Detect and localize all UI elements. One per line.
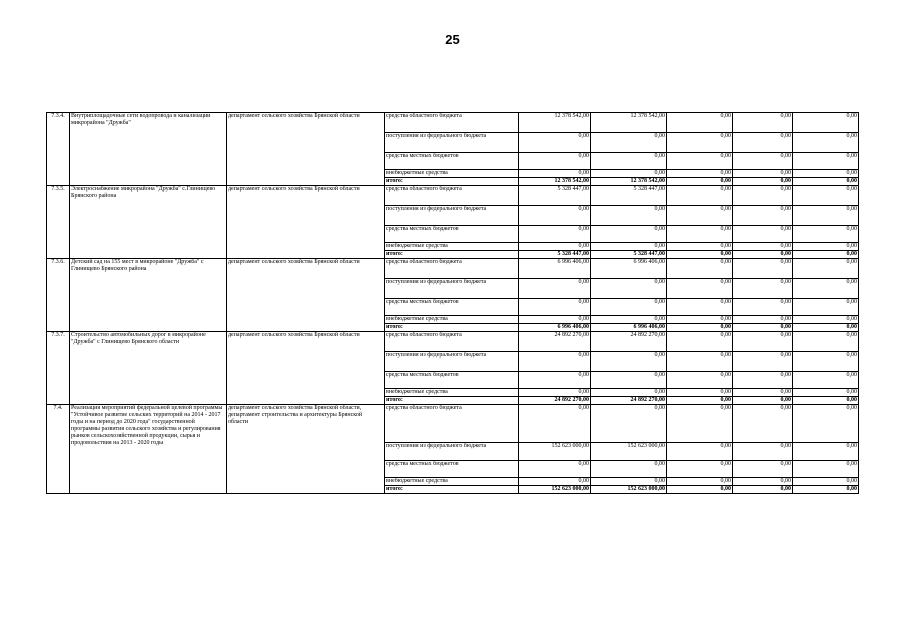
- amount-cell: 0,00: [667, 332, 733, 352]
- funding-source: средства областного бюджета: [385, 113, 519, 133]
- amount-cell: 0,00: [793, 332, 859, 352]
- amount-cell: 6 996 406,00: [519, 259, 591, 279]
- funding-source: итого:: [385, 486, 519, 494]
- amount-cell: 0,00: [667, 206, 733, 226]
- amount-cell: 0,00: [591, 279, 667, 299]
- amount-cell: 0,00: [667, 186, 733, 206]
- amount-cell: 0,00: [667, 170, 733, 178]
- funding-source: средства областного бюджета: [385, 186, 519, 206]
- amount-cell: 0,00: [591, 389, 667, 397]
- amount-cell: 0,00: [793, 316, 859, 324]
- table-row: [47, 113, 859, 133]
- amount-cell: 5 328 447,00: [591, 186, 667, 206]
- amount-cell: 0,00: [591, 316, 667, 324]
- amount-cell: 0,00: [667, 178, 733, 186]
- amount-cell: 152 623 000,00: [591, 443, 667, 461]
- amount-cell: 0,00: [667, 279, 733, 299]
- table-row: [47, 332, 859, 352]
- amount-cell: 0,00: [733, 243, 793, 251]
- amount-cell: 0,00: [591, 478, 667, 486]
- funding-source: итого:: [385, 397, 519, 405]
- amount-cell: 0,00: [793, 443, 859, 461]
- funding-source: средства местных бюджетов: [385, 372, 519, 389]
- amount-cell: 0,00: [667, 299, 733, 316]
- amount-cell: 0,00: [667, 133, 733, 153]
- amount-cell: 152 623 000,00: [519, 486, 591, 494]
- amount-cell: 0,00: [519, 389, 591, 397]
- amount-cell: 12 378 542,00: [519, 178, 591, 186]
- item-name: Детский сад на 155 мест в микрорайоне "Дружба" с Глинищево Брянского района: [70, 259, 227, 332]
- item-executor: департамент сельского хозяйства Брянской области, департамент строительства и архитектуры Брянской области: [227, 405, 385, 494]
- amount-cell: 0,00: [733, 279, 793, 299]
- amount-cell: 0,00: [733, 186, 793, 206]
- funding-source: средства местных бюджетов: [385, 461, 519, 478]
- amount-cell: 0,00: [793, 372, 859, 389]
- amount-cell: 0,00: [733, 299, 793, 316]
- item-executor: департамент сельского хозяйства Брянской области: [227, 113, 385, 186]
- amount-cell: 0,00: [591, 226, 667, 243]
- amount-cell: 12 378 542,00: [591, 113, 667, 133]
- amount-cell: 0,00: [591, 372, 667, 389]
- amount-cell: 0,00: [793, 170, 859, 178]
- funding-source: итого:: [385, 251, 519, 259]
- amount-cell: 0,00: [667, 226, 733, 243]
- amount-cell: 0,00: [733, 153, 793, 170]
- funding-source: внебюджетные средства: [385, 243, 519, 251]
- amount-cell: 24 892 270,00: [519, 332, 591, 352]
- funding-source: внебюджетные средства: [385, 389, 519, 397]
- amount-cell: 0,00: [793, 113, 859, 133]
- amount-cell: 5 328 447,00: [519, 251, 591, 259]
- amount-cell: 0,00: [667, 259, 733, 279]
- amount-cell: 0,00: [519, 153, 591, 170]
- amount-cell: 0,00: [793, 133, 859, 153]
- funding-source: средства областного бюджета: [385, 259, 519, 279]
- amount-cell: 0,00: [519, 279, 591, 299]
- amount-cell: 0,00: [733, 478, 793, 486]
- amount-cell: 24 892 270,00: [519, 397, 591, 405]
- amount-cell: 0,00: [519, 170, 591, 178]
- table-row: [47, 259, 859, 279]
- budget-table: [46, 112, 859, 494]
- item-name: Строительство автомобильных дорог в микрорайоне "Дружба" с Глинищево Брянского области: [70, 332, 227, 405]
- funding-source: поступления из федерального бюджета: [385, 206, 519, 226]
- amount-cell: 24 892 270,00: [591, 397, 667, 405]
- amount-cell: 0,00: [667, 113, 733, 133]
- amount-cell: 12 378 542,00: [519, 113, 591, 133]
- funding-source: внебюджетные средства: [385, 170, 519, 178]
- amount-cell: 0,00: [667, 153, 733, 170]
- amount-cell: 0,00: [519, 478, 591, 486]
- amount-cell: 0,00: [591, 153, 667, 170]
- amount-cell: 0,00: [519, 461, 591, 478]
- funding-source: поступления из федерального бюджета: [385, 352, 519, 372]
- item-code: 7.4.: [47, 405, 70, 494]
- amount-cell: 6 996 406,00: [591, 324, 667, 332]
- amount-cell: 0,00: [667, 389, 733, 397]
- amount-cell: 0,00: [733, 372, 793, 389]
- amount-cell: 0,00: [733, 259, 793, 279]
- funding-source: итого:: [385, 324, 519, 332]
- table-row: [47, 405, 859, 443]
- amount-cell: 0,00: [667, 316, 733, 324]
- amount-cell: 0,00: [793, 352, 859, 372]
- item-executor: департамент сельского хозяйства Брянской области: [227, 186, 385, 259]
- amount-cell: 0,00: [591, 405, 667, 443]
- amount-cell: 0,00: [519, 133, 591, 153]
- item-code: 7.3.6.: [47, 259, 70, 332]
- amount-cell: 0,00: [733, 206, 793, 226]
- page-number: 25: [445, 32, 460, 47]
- amount-cell: 0,00: [667, 486, 733, 494]
- amount-cell: 0,00: [733, 486, 793, 494]
- item-code: 7.3.4.: [47, 113, 70, 186]
- amount-cell: 0,00: [793, 243, 859, 251]
- amount-cell: 0,00: [793, 153, 859, 170]
- amount-cell: 0,00: [793, 226, 859, 243]
- item-code: 7.3.5.: [47, 186, 70, 259]
- amount-cell: 0,00: [667, 372, 733, 389]
- amount-cell: 0,00: [733, 316, 793, 324]
- amount-cell: 0,00: [519, 372, 591, 389]
- amount-cell: 0,00: [519, 299, 591, 316]
- funding-source: средства местных бюджетов: [385, 153, 519, 170]
- amount-cell: 0,00: [793, 259, 859, 279]
- amount-cell: 6 996 406,00: [519, 324, 591, 332]
- funding-source: поступления из федерального бюджета: [385, 279, 519, 299]
- amount-cell: 6 996 406,00: [591, 259, 667, 279]
- amount-cell: 0,00: [667, 243, 733, 251]
- amount-cell: 0,00: [519, 206, 591, 226]
- amount-cell: 0,00: [733, 170, 793, 178]
- amount-cell: 0,00: [519, 352, 591, 372]
- amount-cell: 0,00: [591, 461, 667, 478]
- amount-cell: 0,00: [793, 251, 859, 259]
- amount-cell: 0,00: [667, 405, 733, 443]
- amount-cell: 0,00: [733, 133, 793, 153]
- amount-cell: 0,00: [793, 461, 859, 478]
- amount-cell: 0,00: [733, 332, 793, 352]
- item-executor: департамент сельского хозяйства Брянской области: [227, 332, 385, 405]
- amount-cell: 0,00: [667, 251, 733, 259]
- amount-cell: 0,00: [519, 316, 591, 324]
- amount-cell: 0,00: [591, 243, 667, 251]
- funding-source: внебюджетные средства: [385, 478, 519, 486]
- amount-cell: 0,00: [793, 299, 859, 316]
- amount-cell: 0,00: [591, 206, 667, 226]
- amount-cell: 0,00: [733, 461, 793, 478]
- amount-cell: 0,00: [793, 389, 859, 397]
- amount-cell: 5 328 447,00: [591, 251, 667, 259]
- item-code: 7.3.7.: [47, 332, 70, 405]
- amount-cell: 0,00: [793, 178, 859, 186]
- funding-source: внебюджетные средства: [385, 316, 519, 324]
- amount-cell: 0,00: [667, 324, 733, 332]
- funding-source: средства областного бюджета: [385, 332, 519, 352]
- item-name: Электроснабжение микрорайона "Дружба" с.Глинищево Брянского района: [70, 186, 227, 259]
- amount-cell: 0,00: [733, 443, 793, 461]
- amount-cell: 0,00: [519, 405, 591, 443]
- amount-cell: 0,00: [519, 226, 591, 243]
- amount-cell: 0,00: [591, 170, 667, 178]
- amount-cell: 0,00: [793, 206, 859, 226]
- amount-cell: 5 328 447,00: [519, 186, 591, 206]
- item-name: Реализация мероприятий федеральной целевой программы "Устойчивое развитие сельских территорий на 2014 - 2017 годы и на период до 2020 года" государственной программы развития сельского хозяйства и регулирования рынков сельскохозяйственной продукции, сырья и продовольствия на 2013 - 2020 годы: [70, 405, 227, 494]
- amount-cell: 0,00: [733, 113, 793, 133]
- amount-cell: 0,00: [793, 397, 859, 405]
- amount-cell: 12 378 542,00: [591, 178, 667, 186]
- amount-cell: 0,00: [667, 397, 733, 405]
- amount-cell: 0,00: [591, 133, 667, 153]
- amount-cell: 0,00: [733, 405, 793, 443]
- amount-cell: 0,00: [793, 405, 859, 443]
- funding-source: средства местных бюджетов: [385, 226, 519, 243]
- amount-cell: 0,00: [667, 461, 733, 478]
- amount-cell: 0,00: [793, 324, 859, 332]
- amount-cell: 0,00: [733, 251, 793, 259]
- amount-cell: 0,00: [667, 443, 733, 461]
- amount-cell: 0,00: [591, 352, 667, 372]
- table-row: [47, 186, 859, 206]
- amount-cell: 0,00: [667, 478, 733, 486]
- amount-cell: 0,00: [793, 279, 859, 299]
- amount-cell: 0,00: [793, 478, 859, 486]
- amount-cell: 0,00: [733, 389, 793, 397]
- item-name: Внутриплощадочные сети водопровода и канализации микрорайона "Дружба": [70, 113, 227, 186]
- amount-cell: 0,00: [733, 178, 793, 186]
- funding-source: средства местных бюджетов: [385, 299, 519, 316]
- amount-cell: 0,00: [793, 186, 859, 206]
- amount-cell: 0,00: [667, 352, 733, 372]
- amount-cell: 0,00: [519, 243, 591, 251]
- amount-cell: 24 892 270,00: [591, 332, 667, 352]
- item-executor: департамент сельского хозяйства Брянской области: [227, 259, 385, 332]
- funding-source: средства областного бюджета: [385, 405, 519, 443]
- amount-cell: 0,00: [793, 486, 859, 494]
- amount-cell: 0,00: [733, 226, 793, 243]
- amount-cell: 0,00: [733, 397, 793, 405]
- amount-cell: 0,00: [591, 299, 667, 316]
- amount-cell: 152 623 000,00: [591, 486, 667, 494]
- amount-cell: 0,00: [733, 324, 793, 332]
- amount-cell: 0,00: [733, 352, 793, 372]
- funding-source: поступления из федерального бюджета: [385, 133, 519, 153]
- funding-source: поступления из федерального бюджета: [385, 443, 519, 461]
- funding-source: итого:: [385, 178, 519, 186]
- amount-cell: 152 623 000,00: [519, 443, 591, 461]
